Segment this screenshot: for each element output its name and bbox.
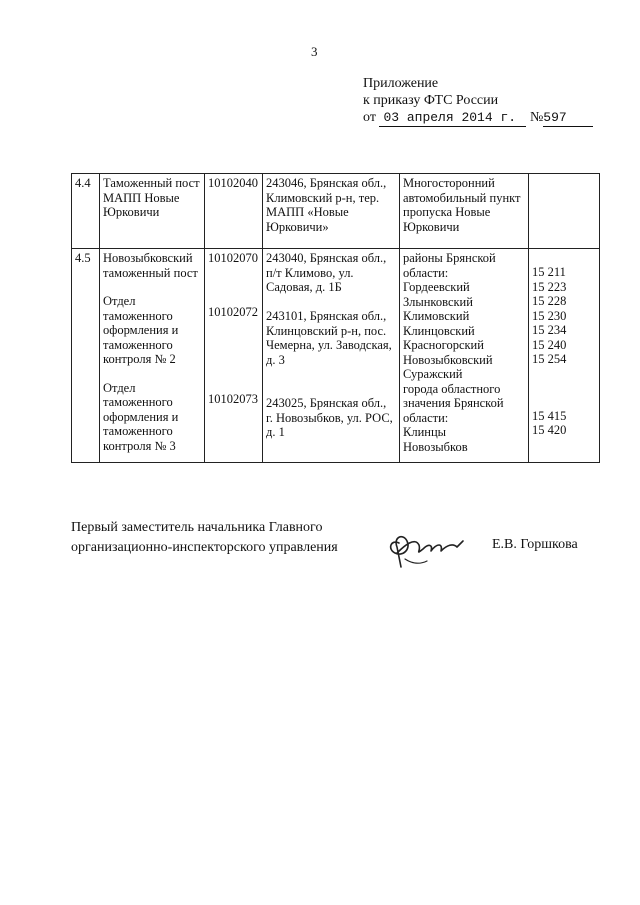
unit-address: 243046, Брянская обл., Климовский р-н, тер. МАПП «Новые Юрковичи»: [263, 174, 400, 249]
handwritten-signature: [385, 523, 467, 575]
district-name: Гордеевский: [403, 280, 470, 294]
row-number: 4.4: [72, 174, 100, 249]
operation-zone: [400, 249, 529, 463]
district-name: Клинцовский: [403, 323, 475, 338]
order-number: 597: [543, 109, 593, 127]
oktmo-code-cell: [529, 174, 600, 249]
annex-order-reference: к приказу ФТС России: [363, 93, 499, 108]
district-code: 15 211: [532, 265, 566, 279]
unit-code: 10102072: [208, 305, 258, 319]
district-code: 15 415: [532, 408, 567, 423]
signer-name: Е.В. Горшкова: [492, 537, 578, 552]
zone-heading: города областного значения Брянской области:: [403, 381, 504, 425]
unit-name: Таможенный пост МАПП Новые Юрковичи: [100, 174, 205, 249]
unit-address: 243025, Брянская обл., г. Новозыбков, ул. РОС, д. 1: [266, 396, 393, 439]
page-number: 3: [311, 44, 318, 59]
unit-address: 243101, Брянская обл., Клинцовский р-н, пос. Чемерна, ул. Заводская, д. 3: [266, 309, 392, 367]
district-code: 15 228: [532, 294, 567, 308]
district-code: 15 240: [532, 337, 567, 352]
district-code: 15 223: [532, 279, 567, 294]
unit-codes-cell: [205, 249, 263, 463]
table-row: [72, 249, 600, 463]
district-name: Климовский: [403, 309, 470, 323]
date-prefix: от: [363, 110, 376, 125]
unit-code: 10102070: [208, 251, 258, 265]
number-label: №: [529, 110, 544, 125]
unit-name: Отдел таможенного оформления и таможенного контроля № 3: [103, 380, 179, 453]
district-name: Красногорский: [403, 338, 484, 352]
district-name: Новозыбков: [403, 439, 468, 454]
unit-name: Новозыбковский таможенный пост: [103, 251, 198, 280]
district-code: 15 230: [532, 308, 567, 323]
operation-zone: Многосторонний автомобильный пункт пропуска Новые Юрковичи: [400, 174, 529, 249]
unit-address: 243040, Брянская обл., п/т Климово, ул. Садовая, д. 1Б: [266, 251, 387, 294]
unit-name: Отдел таможенного оформления и таможенного контроля № 2: [103, 294, 179, 366]
district-name: Клинцы: [403, 425, 447, 439]
unit-addresses-cell: [263, 249, 400, 463]
table-row: [72, 174, 600, 249]
row-number: 4.5: [72, 249, 100, 463]
unit-names-cell: [100, 249, 205, 463]
district-code: 15 254: [532, 352, 567, 366]
signer-position: Первый заместитель начальника Главного организационно-инспекторского управления: [71, 520, 338, 555]
unit-code: 10102040: [205, 174, 263, 249]
district-code: 15 420: [532, 423, 567, 437]
annex-title: Приложение: [363, 76, 439, 91]
oktmo-codes-cell: [529, 249, 600, 463]
customs-units-table: [71, 173, 600, 463]
zone-heading: районы Брянской области:: [403, 251, 496, 280]
district-code: 15 234: [532, 323, 567, 337]
district-name: Злынковский: [403, 294, 473, 309]
order-date: 03 апреля 2014 г.: [379, 109, 526, 127]
district-name: Новозыбковский: [403, 352, 493, 367]
annex-date-line: [363, 109, 593, 127]
unit-code: 10102073: [208, 392, 258, 406]
district-name: Суражский: [403, 367, 463, 381]
